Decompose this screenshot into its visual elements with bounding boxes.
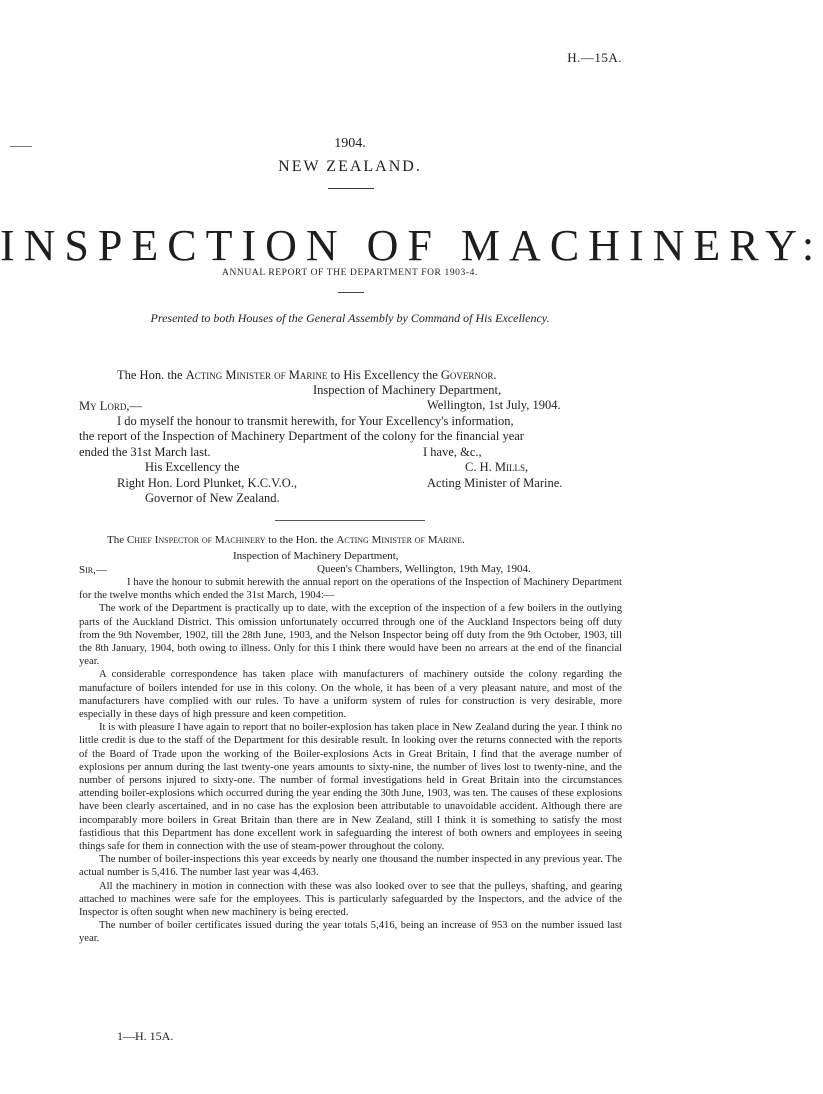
country-heading: NEW ZEALAND. — [278, 158, 422, 175]
report-paragraph: The number of boiler-inspections this year exceeds by nearly one thousand the number inspected in any previous year. The actual number is 5,416. The number last year was 4,463. — [79, 854, 622, 879]
letter2-address-line — [107, 533, 465, 547]
divider-rule — [328, 188, 374, 189]
report-paragraph: A considerable correspondence has taken place with manufacturers of machinery outside the colony regarding the manufacture of boilers intended for use in this colony. On the whole, it has been of a very pleasant nature, and most of the manufacturers have complied with our rules. To have a uniform system of rules for construction is very desirable, more especially in these days of high pressure and keen competition. — [79, 669, 622, 721]
page-signature: 1—H. 15A. — [117, 1029, 174, 1043]
divider-rule — [338, 292, 364, 293]
address-recipient: Governor. — [440, 368, 497, 382]
address-prefix: The — [107, 534, 125, 546]
page-reference: H.—15A. — [567, 50, 622, 65]
report-paragraph: All the machinery in motion in connection with these was also looked over to see that the pulleys, shafting, and gearing attached to machines were safe for the employees. This is particularly safeguarded by the Inspectors, and the advice of the Inspector is often sought when new machinery is being erected. — [79, 880, 622, 919]
letter2-salutation: Sir,— — [79, 564, 107, 576]
report-body — [79, 576, 622, 946]
presentation-note: Presented to both Houses of the General Assembly by Command of His Excellency. — [150, 311, 550, 325]
letter2-department: Inspection of Machinery Department, — [233, 550, 399, 562]
letter1-salutation: My Lord,— — [79, 399, 143, 413]
letter1-place-date: Wellington, 1st July, 1904. — [427, 398, 561, 412]
report-paragraph: It is with pleasure I have again to report that no boiler-explosion has taken place in New Zealand during the year. I think no little credit is due to the staff of the Department for this desirable result. In looking over the returns connected with the reports of the Board of Trade upon the working of the Boiler-explosions Acts in Great Britain, I find that the average number of explosions per annum during the last twenty-one years amounts to sixty-nine, the number of lives lost to twenty-nine, and the number of persons injured to sixty-one. The number of formal investigations held in Great Britain into the circumstances attending boiler-explosions which occurred during the year ending the 30th June, 1903, was ten. The causes of these explosions have been clearly ascertained, and in no case has the explosion been attributable to unavoidable accident. Although there are incomparably more boilers in Great Britain than there are in New Zealand, still I think it is something to satisfy the most fastidious that this Department has done excellent work in safeguarding the interest of both owners and employees in seeing things safe for them in connection with the use of steam-power throughout the colony. — [79, 722, 622, 853]
letter1-closing: I have, &c., — [423, 445, 482, 459]
address-middle: to His Excellency the — [330, 368, 438, 382]
letter1-recipient-line: Right Hon. Lord Plunket, K.C.V.O., — [117, 476, 297, 490]
report-paragraph: I have the honour to submit herewith the annual report on the operations of the Inspection of Machinery Department for the twelve months which ended the 31st March, 1904:— — [79, 577, 622, 602]
address-recipient: Acting Minister of Marine. — [336, 534, 465, 546]
letter1-recipient-line: Governor of New Zealand. — [145, 491, 280, 505]
document-subtitle: ANNUAL REPORT OF THE DEPARTMENT FOR 1903-4. — [222, 268, 478, 278]
report-paragraph: The number of boiler certificates issued during the year totals 5,416, being an increase of 953 on the number issued last year. — [79, 920, 622, 945]
address-sender: Acting Minister of Marine — [185, 368, 328, 382]
address-sender: Chief Inspector of Machinery — [126, 534, 266, 546]
letter1-recipient-line: His Excellency the — [145, 460, 240, 474]
report-paragraph: The work of the Department is practically up to date, with the exception of the inspection of a few boilers in the outlying parts of the Auckland District. This omission unfortunately occurred through one of the Auckland Inspectors being off duty from the 9th November, 1902, till the 28th June, 1903, and the Nelson Inspector being off duty from the 9th October, 1903, till the 8th January, 1904, both owing to illness. Only for this I think there would have been no arrears at the end of the financial year. — [79, 603, 622, 668]
divider-rule — [275, 520, 425, 521]
letter1-body-line: the report of the Inspection of Machinery Department of the colony for the financial year — [79, 429, 524, 443]
letter1-department: Inspection of Machinery Department, — [313, 383, 502, 397]
letter1-body-line: I do myself the honour to transmit herewith, for Your Excellency's information, — [117, 414, 514, 428]
address-middle: to the Hon. the — [268, 534, 334, 546]
letter1-signer-title: Acting Minister of Marine. — [427, 476, 563, 490]
letter1-body-line: ended the 31st March last. — [79, 445, 211, 459]
document-title: INSPECTION OF MACHINERY: — [0, 221, 823, 270]
letter2-place-date: Queen's Chambers, Wellington, 19th May, 1904. — [317, 563, 531, 575]
letter1-signer-name: C. H. Mills, — [465, 460, 529, 474]
publication-year: 1904. — [334, 136, 366, 151]
address-prefix: The Hon. the — [117, 368, 183, 382]
